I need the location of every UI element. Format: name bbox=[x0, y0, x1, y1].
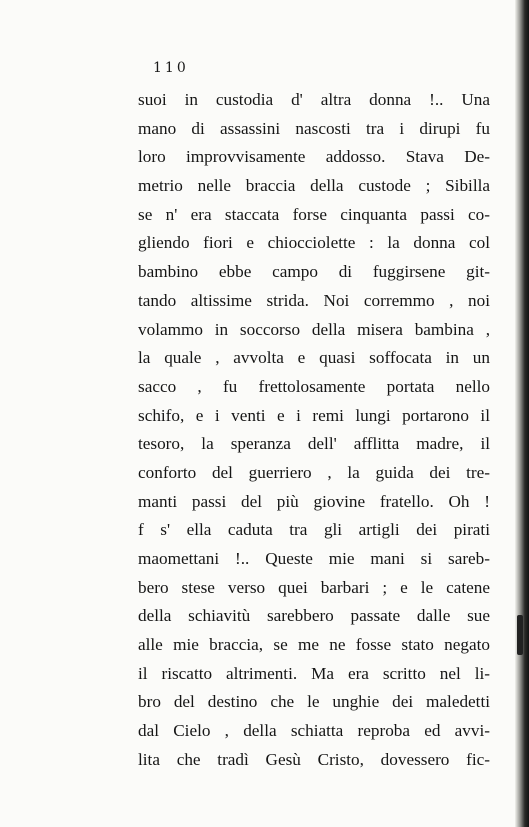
text-line: volammo in soccorso della misera bambina , bbox=[138, 319, 490, 339]
text-line: f s' ella caduta tra gli artigli dei pirati bbox=[138, 520, 490, 540]
text-line: manti passi del più giovine fratello. Oh ! bbox=[138, 491, 490, 511]
text-line: se n' era staccata forse cinquanta passi co- bbox=[138, 204, 490, 224]
text-line: dal Cielo , della schiatta reproba ed avvi- bbox=[138, 721, 490, 741]
text-line: suoi in custodia d' altra donna !.. Una bbox=[138, 90, 490, 109]
body-text bbox=[138, 86, 490, 775]
book-spine-shadow bbox=[515, 0, 529, 827]
text-line: loro improvvisamente addosso. Stava De- bbox=[138, 147, 490, 167]
text-line: bero stese verso quei barbari ; e le catene bbox=[138, 577, 490, 597]
text-line: alle mie braccia, se me ne fosse stato negato bbox=[138, 635, 490, 655]
page-number: 110 bbox=[153, 60, 189, 76]
text-line: tando altissime strida. Noi corremmo , noi bbox=[138, 290, 490, 310]
text-line: bambino ebbe campo di fuggirsene git- bbox=[138, 262, 490, 282]
text-line: tesoro, la speranza dell' afflitta madre, il bbox=[138, 434, 490, 454]
text-line: conforto del guerriero , la guida dei tre- bbox=[138, 462, 490, 482]
text-line: gliendo fiori e chiocciolette : la donna col bbox=[138, 233, 490, 253]
text-line: schifo, e i venti e i remi lungi portarono il bbox=[138, 405, 490, 425]
text-line: bro del destino che le unghie dei maledetti bbox=[138, 692, 490, 712]
text-line: il riscatto altrimenti. Ma era scritto nel li- bbox=[138, 663, 490, 683]
text-line: la quale , avvolta e quasi soffocata in un bbox=[138, 348, 490, 368]
text-line: lita che tradì Gesù Cristo, dovessero fic- bbox=[138, 749, 490, 769]
spine-mark bbox=[517, 615, 523, 655]
text-line: maomettani !.. Queste mie mani si sareb- bbox=[138, 549, 490, 568]
text-line: sacco , fu frettolosamente portata nello bbox=[138, 376, 490, 396]
text-line: mano di assassini nascosti tra i dirupi fu bbox=[138, 118, 490, 138]
text-line: della schiavitù sarebbero passate dalle sue bbox=[138, 606, 490, 626]
text-line: metrio nelle braccia della custode ; Sibilla bbox=[138, 176, 490, 196]
